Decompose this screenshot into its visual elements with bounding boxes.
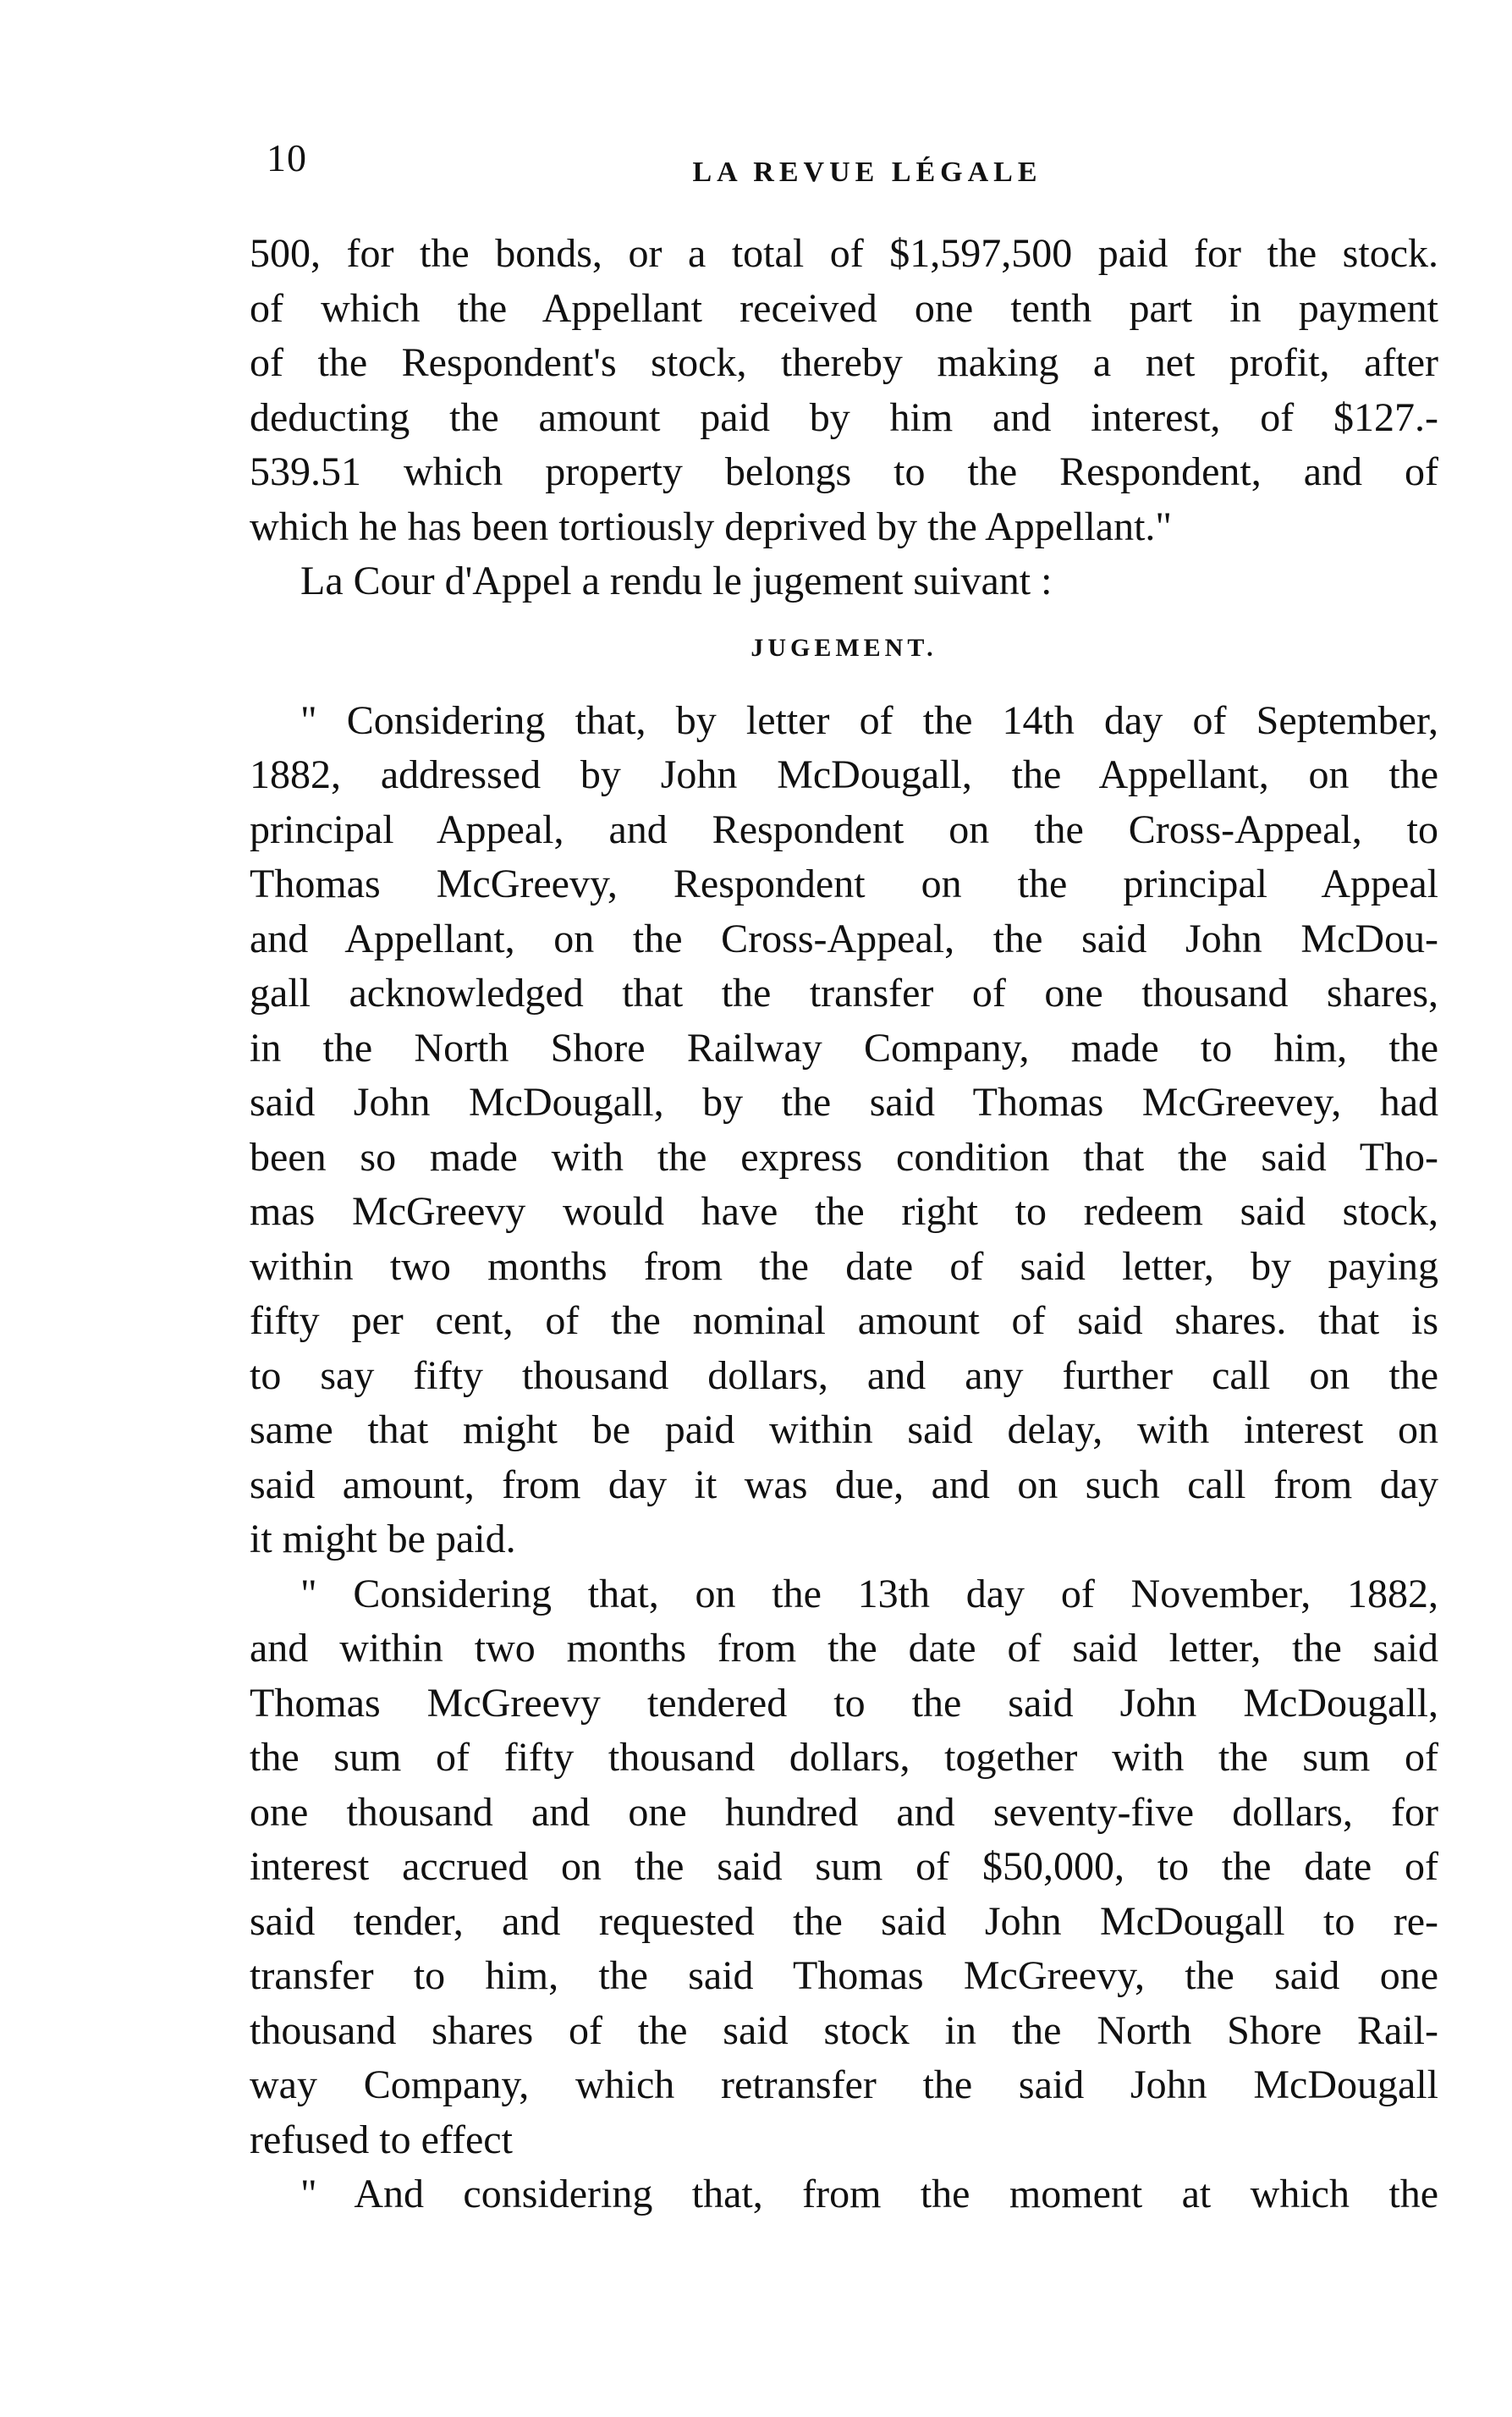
text-line: said amount, from day it was due, and on such call from day xyxy=(250,1462,1438,1507)
text-line: been so made with the express condition that the said Tho- xyxy=(250,1134,1438,1180)
text-line: Thomas McGreevy tendered to the said John McDougall, xyxy=(250,1680,1438,1726)
text-line: to say fifty thousand dollars, and any further call on the xyxy=(250,1352,1438,1398)
text-line: in the North Shore Railway Company, made to him, the xyxy=(250,1025,1438,1071)
page-header xyxy=(267,127,1468,203)
text-line: and Appellant, on the Cross-Appeal, the said John McDou- xyxy=(250,916,1438,961)
text-line: the sum of fifty thousand dollars, together with the sum of xyxy=(250,1735,1438,1780)
text-line: " And considering that, from the moment at which the xyxy=(300,2172,1438,2216)
text-line: within two months from the date of said letter, by paying xyxy=(250,1243,1438,1289)
paragraph-considering-2 xyxy=(250,1567,1438,2168)
section-heading: JUGEMENT. xyxy=(751,633,937,662)
text-line: same that might be paid within said delay, with interest on xyxy=(250,1407,1438,1452)
text-line: mas McGreevy would have the right to redeem said stock, xyxy=(250,1189,1438,1234)
text-line: gall acknowledged that the transfer of one thousand shares, xyxy=(250,971,1438,1016)
text-line: thousand shares of the said stock in the North Shore Rail- xyxy=(250,2007,1438,2053)
paragraph-considering-3 xyxy=(250,2167,1438,2222)
text-line: of the Respondent's stock, thereby making a net profit, after xyxy=(250,340,1438,385)
text-line: Thomas McGreevy, Respondent on the principal Appeal xyxy=(250,862,1438,906)
text-line: deducting the amount paid by him and interest, of $127.- xyxy=(250,394,1438,440)
text-line: " Considering that, on the 13th day of November, 1882, xyxy=(300,1571,1438,1616)
text-line: principal Appeal, and Respondent on the Cross-Appeal, to xyxy=(250,807,1438,852)
text-line: which he has been tortiously deprived by the Appellant." xyxy=(250,504,1173,549)
page-number: 10 xyxy=(267,136,307,179)
text-line: one thousand and one hundred and seventy-five dollars, for xyxy=(250,1789,1438,1835)
text-line: La Cour d'Appel a rendu le jugement suivant : xyxy=(300,559,1053,603)
text-line: way Company, which retransfer the said John McDougall xyxy=(250,2062,1438,2107)
text-line: said John McDougall, by the said Thomas McGreevey, had xyxy=(250,1080,1438,1125)
paragraph-continuation xyxy=(250,227,1438,554)
running-head: LA REVUE LÉGALE xyxy=(692,157,1042,188)
body-text xyxy=(250,227,1438,2222)
text-line: said tender, and requested the said John McDougall to re- xyxy=(250,1898,1438,1944)
text-line: transfer to him, the said Thomas McGreevy, the said one xyxy=(250,1953,1438,1998)
paragraph-considering-1 xyxy=(250,694,1438,1567)
text-line: 539.51 which property belongs to the Respondent, and of xyxy=(250,449,1438,494)
text-line: of which the Appellant received one tenth part in payment xyxy=(250,285,1438,331)
text-line: refused to effect xyxy=(250,2117,513,2162)
text-line: and within two months from the date of said letter, the said xyxy=(250,1626,1438,1671)
paragraph-court-ruling-intro xyxy=(250,554,1438,609)
text-line: 500, for the bonds, or a total of $1,597,500 paid for the stock. xyxy=(250,231,1438,276)
text-line: interest accrued on the said sum of $50,000, to the date of xyxy=(250,1844,1438,1889)
text-line: " Considering that, by letter of the 14th day of September, xyxy=(300,697,1438,743)
text-line: fifty per cent, of the nominal amount of said shares. that is xyxy=(250,1298,1438,1343)
text-line: it might be paid. xyxy=(250,1517,516,1561)
text-line: 1882, addressed by John McDougall, the Appellant, on the xyxy=(250,752,1438,797)
